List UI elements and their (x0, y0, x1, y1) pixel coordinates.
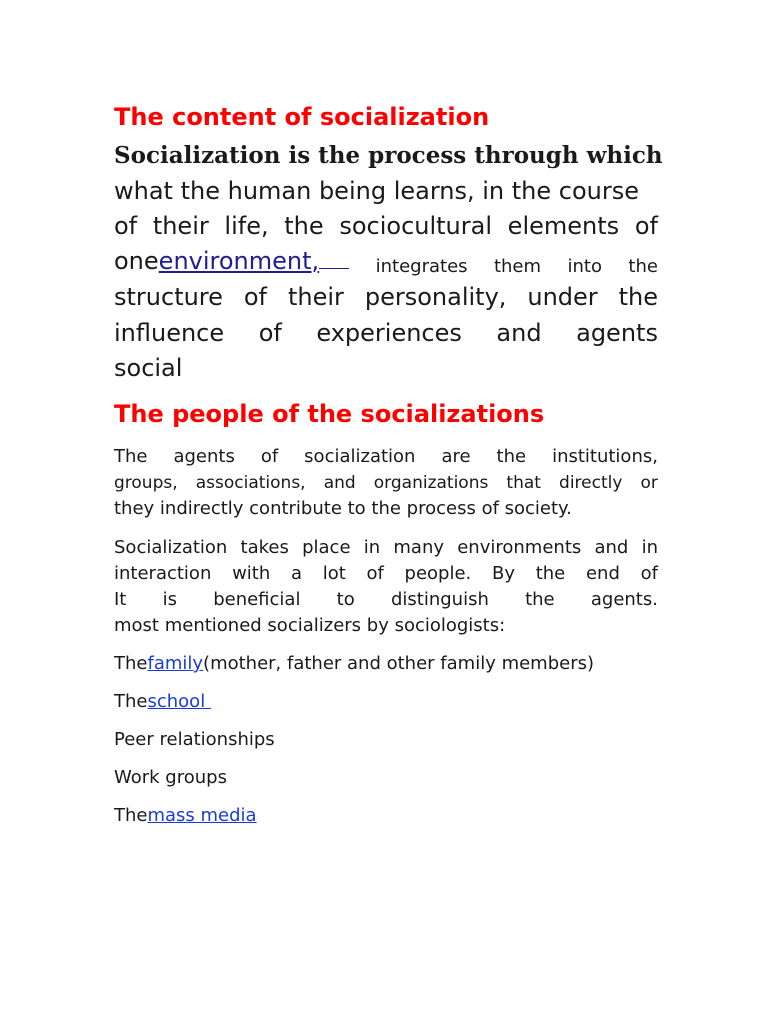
word: structure (114, 283, 223, 311)
word: end (585, 563, 620, 584)
word: beneficial (213, 589, 301, 610)
word: their (287, 283, 344, 311)
word: the (525, 589, 555, 610)
word: integrates (375, 256, 468, 277)
word: experiences (316, 319, 462, 347)
paragraph-line: they indirectly contribute to the process of society. (114, 498, 572, 519)
word: personality, (364, 283, 507, 311)
word: in (641, 537, 658, 558)
word: or (640, 473, 658, 493)
word: of (366, 563, 384, 584)
word: environments (457, 537, 582, 558)
word: socialization (304, 446, 416, 467)
word: one (114, 247, 159, 275)
item-suffix: (mother, father and other family members) (203, 653, 595, 674)
word: takes (240, 537, 289, 558)
body-line (114, 280, 658, 314)
underline-gap (319, 267, 349, 269)
intro-serif-line: Socialization is the process through which (114, 142, 663, 169)
word: life, (224, 212, 269, 240)
word: are (441, 446, 471, 467)
word: that (506, 473, 541, 493)
list-item-peers (114, 727, 275, 753)
word: to (336, 589, 355, 610)
family-link[interactable]: family (147, 653, 204, 674)
paragraph-line (114, 587, 658, 613)
word: and (594, 537, 629, 558)
word: of (258, 319, 282, 347)
word: people. (404, 563, 472, 584)
word: By (492, 563, 516, 584)
paragraph-line (114, 470, 658, 496)
word: and (496, 319, 542, 347)
item-text: Peer relationships (114, 729, 275, 750)
word: agents (173, 446, 235, 467)
word: of (634, 212, 658, 240)
item-prefix: The (114, 653, 148, 674)
word: and (323, 473, 356, 493)
word: them (493, 256, 542, 277)
word: the (284, 212, 324, 240)
word: into (567, 256, 602, 277)
word: a (290, 563, 302, 584)
word: with (232, 563, 271, 584)
word: Socialization (114, 537, 228, 558)
word: place (302, 537, 351, 558)
comma: , (311, 247, 320, 275)
paragraph-line (114, 444, 658, 470)
word: the (628, 256, 658, 277)
word: their (152, 212, 209, 240)
word: elements (507, 212, 620, 240)
body-line (114, 244, 658, 284)
environment-phrase (114, 244, 349, 284)
word: the (618, 283, 658, 311)
word: associations, (195, 473, 306, 493)
word: directly (559, 473, 623, 493)
item-prefix: The (114, 691, 148, 712)
agents-paragraph (114, 444, 658, 522)
section-heading-content: The content of socialization (114, 103, 490, 131)
word: interaction (114, 563, 212, 584)
word: the (496, 446, 527, 467)
word: of (243, 283, 268, 311)
socialization-paragraph (114, 535, 658, 639)
word: of (114, 212, 138, 240)
section-heading-people: The people of the socializations (114, 400, 545, 428)
word: organizations (373, 473, 489, 493)
word: groups, (114, 473, 178, 493)
word: the (535, 563, 566, 584)
word: under (527, 283, 598, 311)
paragraph-line (114, 535, 658, 561)
word: influence (114, 319, 225, 347)
school-link[interactable]: school (147, 691, 211, 712)
environment-link[interactable]: environment (158, 247, 312, 275)
word: The (114, 446, 148, 467)
item-prefix: The (114, 805, 148, 826)
body-line (114, 316, 658, 350)
list-item-school (114, 689, 211, 715)
body-line: what the human being learns, in the course (114, 177, 639, 205)
item-text: Work groups (114, 767, 227, 788)
word: is (162, 589, 177, 610)
word: of (640, 563, 658, 584)
word: agents. (590, 589, 658, 610)
word: of (260, 446, 279, 467)
word: It (114, 589, 127, 610)
word: many (393, 537, 445, 558)
paragraph-line (114, 561, 658, 587)
word: institutions, (552, 446, 658, 467)
mass-media-link[interactable]: mass media (147, 805, 257, 826)
body-line (114, 209, 658, 243)
list-item-media (114, 803, 483, 829)
word: distinguish (390, 589, 489, 610)
paragraph-line: most mentioned socializers by sociologists: (114, 615, 506, 636)
word: agents (576, 319, 658, 347)
word: in (363, 537, 381, 558)
body-line: social (114, 354, 183, 382)
word: sociocultural (339, 212, 492, 240)
list-item-work (114, 765, 227, 791)
list-item-family (114, 651, 594, 677)
word: lot (322, 563, 346, 584)
